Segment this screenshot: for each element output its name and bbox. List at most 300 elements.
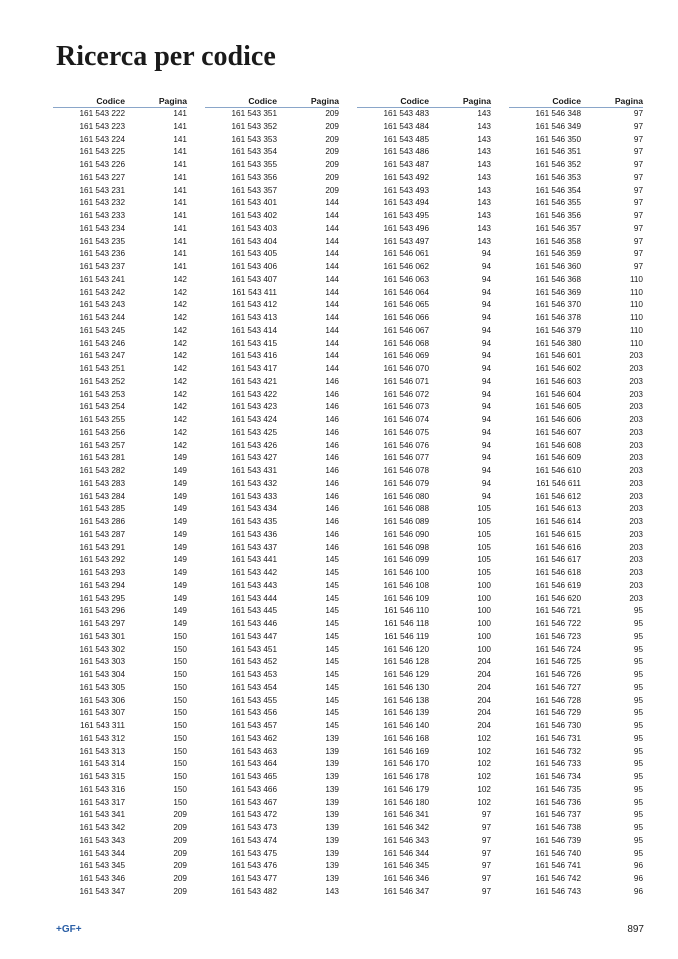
page-reference: 146	[325, 440, 339, 450]
product-code: 161 543 463	[231, 746, 277, 756]
table-row	[509, 618, 643, 631]
page-reference: 209	[173, 835, 187, 845]
page-reference: 97	[633, 147, 643, 157]
table-row	[53, 529, 187, 542]
product-code: 161 543 357	[231, 185, 277, 195]
product-code: 161 543 443	[231, 580, 277, 590]
product-code: 161 543 473	[231, 823, 277, 832]
table-row	[53, 580, 187, 593]
page-reference: 144	[325, 364, 339, 373]
product-code: 161 543 445	[231, 606, 277, 616]
table-row	[205, 401, 339, 414]
page-reference: 143	[477, 236, 491, 246]
table-row	[53, 784, 187, 797]
page-reference: 203	[629, 415, 643, 424]
table-row	[205, 287, 339, 300]
product-code: 161 543 413	[231, 313, 277, 322]
table-row	[509, 134, 643, 147]
table-row	[357, 414, 491, 427]
table-row	[357, 248, 491, 261]
product-code: 161 543 301	[79, 631, 125, 641]
product-code: 161 546 369	[535, 287, 581, 297]
product-code: 161 543 435	[231, 517, 277, 526]
product-code: 161 546 130	[383, 682, 429, 692]
table-row	[509, 848, 643, 861]
product-code: 161 546 609	[535, 453, 581, 463]
page-reference: 100	[477, 593, 491, 603]
table-row	[53, 414, 187, 427]
page-reference: 95	[633, 682, 643, 692]
product-code: 161 546 341	[383, 810, 429, 820]
product-code: 161 543 231	[79, 185, 125, 195]
product-code: 161 546 108	[383, 580, 429, 590]
page-reference: 209	[325, 185, 339, 195]
table-row	[205, 835, 339, 848]
table-row	[509, 440, 643, 453]
table-row	[205, 146, 339, 159]
page-reference: 105	[477, 555, 491, 565]
table-row	[205, 529, 339, 542]
product-code: 161 543 306	[79, 695, 125, 705]
product-code: 161 543 477	[231, 874, 277, 883]
table-row	[53, 542, 187, 555]
table-row	[205, 325, 339, 338]
product-code: 161 543 344	[79, 848, 125, 858]
page-reference: 144	[325, 262, 339, 271]
product-code: 161 543 257	[79, 440, 125, 450]
product-code: 161 546 731	[535, 733, 581, 743]
table-row	[205, 707, 339, 720]
page-reference: 95	[633, 797, 643, 807]
table-row	[205, 809, 339, 822]
product-code: 161 546 140	[383, 721, 429, 730]
product-code: 161 543 252	[79, 376, 125, 386]
product-code: 161 546 610	[535, 466, 581, 475]
product-code: 161 543 467	[231, 797, 277, 807]
product-code: 161 546 349	[535, 121, 581, 131]
product-code: 161 546 742	[535, 874, 581, 883]
product-code: 161 543 414	[231, 325, 277, 335]
product-code: 161 543 223	[79, 121, 125, 131]
page-reference: 94	[481, 262, 491, 271]
table-row	[205, 822, 339, 835]
table-row	[205, 261, 339, 274]
page-reference: 145	[325, 555, 339, 565]
product-code: 161 543 405	[231, 249, 277, 259]
product-code: 161 546 721	[535, 606, 581, 616]
table-row	[53, 478, 187, 491]
table-row	[205, 720, 339, 733]
product-code: 161 543 222	[79, 109, 125, 118]
product-code: 161 543 311	[80, 721, 125, 730]
table-row	[509, 312, 643, 325]
page-reference: 94	[481, 351, 491, 361]
page-reference: 203	[629, 517, 643, 526]
page-reference: 142	[173, 364, 187, 373]
page-reference: 145	[325, 606, 339, 616]
table-row	[509, 542, 643, 555]
product-code: 161 543 425	[231, 427, 277, 437]
page-reference: 143	[477, 147, 491, 157]
page-reference: 203	[629, 491, 643, 501]
table-row	[205, 121, 339, 134]
table-row	[205, 682, 339, 695]
table-row	[357, 554, 491, 567]
product-code: 161 546 368	[535, 274, 581, 284]
page-reference: 203	[629, 364, 643, 373]
product-code: 161 543 464	[231, 759, 277, 769]
table-row	[509, 784, 643, 797]
product-code: 161 543 404	[231, 236, 277, 246]
page-reference: 97	[633, 185, 643, 195]
product-code: 161 546 074	[383, 415, 429, 424]
page-reference: 97	[633, 223, 643, 233]
product-code: 161 546 343	[383, 835, 429, 845]
page-reference: 143	[477, 160, 491, 169]
page-reference: 145	[325, 670, 339, 679]
page-reference: 96	[633, 861, 643, 871]
table-row	[509, 236, 643, 249]
product-code: 161 543 415	[231, 338, 277, 348]
page-reference: 139	[325, 823, 339, 832]
table-row	[357, 223, 491, 236]
product-code: 161 546 068	[383, 338, 429, 348]
table-row	[205, 299, 339, 312]
table-row	[205, 860, 339, 873]
page-reference: 95	[633, 823, 643, 832]
table-row	[357, 108, 491, 121]
product-code: 161 543 286	[79, 517, 125, 526]
product-code: 161 546 355	[535, 198, 581, 208]
page-reference: 149	[173, 466, 187, 475]
table-row	[53, 886, 187, 899]
product-code: 161 543 416	[231, 351, 277, 361]
table-row	[205, 886, 339, 899]
page-reference: 146	[325, 542, 339, 552]
page-reference: 149	[173, 606, 187, 616]
page-reference: 149	[173, 504, 187, 514]
table-row	[509, 886, 643, 899]
product-code: 161 543 353	[231, 134, 277, 144]
product-code: 161 546 615	[535, 529, 581, 539]
table-row	[53, 172, 187, 185]
table-row	[205, 567, 339, 580]
table-row	[509, 605, 643, 618]
page-reference: 97	[633, 134, 643, 144]
table-row	[357, 835, 491, 848]
product-code: 161 543 431	[231, 466, 277, 475]
product-code: 161 546 347	[383, 886, 429, 896]
table-row	[357, 695, 491, 708]
product-code: 161 543 432	[231, 478, 277, 488]
page-reference: 203	[629, 478, 643, 488]
product-code: 161 546 351	[535, 147, 581, 157]
table-row	[53, 860, 187, 873]
page-reference: 100	[477, 619, 491, 628]
page-reference: 100	[477, 606, 491, 616]
table-row	[509, 809, 643, 822]
product-code: 161 546 618	[535, 568, 581, 577]
table-row	[205, 516, 339, 529]
product-code: 161 546 737	[535, 810, 581, 820]
page-reference: 94	[481, 389, 491, 399]
page-reference: 144	[325, 198, 339, 208]
table-row	[205, 503, 339, 516]
product-code: 161 543 496	[383, 223, 429, 233]
product-code: 161 546 079	[383, 478, 429, 488]
product-code: 161 546 352	[535, 160, 581, 169]
page-reference: 95	[633, 619, 643, 628]
product-code: 161 543 305	[79, 682, 125, 692]
product-code: 161 543 294	[79, 580, 125, 590]
page-reference: 97	[481, 886, 491, 896]
page-reference: 95	[633, 631, 643, 641]
product-code: 161 543 317	[79, 797, 125, 807]
table-row	[509, 758, 643, 771]
page-reference: 142	[173, 389, 187, 399]
table-row	[53, 261, 187, 274]
page-reference: 144	[325, 249, 339, 259]
page-reference: 94	[481, 287, 491, 297]
page-reference: 145	[325, 708, 339, 718]
page-reference: 139	[325, 874, 339, 883]
page-reference: 209	[325, 160, 339, 169]
page-reference: 149	[173, 619, 187, 628]
page-reference: 97	[633, 249, 643, 259]
page-reference: 141	[173, 236, 187, 246]
page-reference: 144	[325, 313, 339, 322]
product-code: 161 543 242	[79, 287, 125, 297]
table-row	[509, 376, 643, 389]
table-row	[509, 746, 643, 759]
table-row	[53, 248, 187, 261]
code-index-table-3	[357, 95, 491, 899]
product-code: 161 546 734	[535, 772, 581, 781]
table-row	[357, 159, 491, 172]
page-reference: 94	[481, 427, 491, 437]
table-row	[205, 758, 339, 771]
page-reference: 95	[633, 784, 643, 794]
page-reference: 94	[481, 364, 491, 373]
page-reference: 142	[173, 300, 187, 310]
table-row	[509, 197, 643, 210]
product-code: 161 543 493	[383, 185, 429, 195]
product-code: 161 543 253	[79, 389, 125, 399]
product-code: 161 546 356	[535, 211, 581, 220]
table-row	[205, 338, 339, 351]
product-code: 161 546 613	[535, 504, 581, 514]
product-code: 161 546 061	[383, 249, 429, 259]
page-reference: 145	[325, 644, 339, 654]
table-row	[205, 656, 339, 669]
table-row	[205, 605, 339, 618]
product-code: 161 546 601	[535, 351, 581, 361]
product-code: 161 546 073	[383, 402, 429, 412]
page-reference: 105	[477, 542, 491, 552]
product-code: 161 543 446	[231, 619, 277, 628]
table-row	[53, 669, 187, 682]
product-code: 161 543 292	[79, 555, 125, 565]
page-reference: 146	[325, 389, 339, 399]
product-code: 161 546 099	[383, 555, 429, 565]
product-code: 161 546 067	[383, 325, 429, 335]
product-code: 161 546 353	[535, 172, 581, 182]
table-row	[205, 593, 339, 606]
table-row	[357, 797, 491, 810]
table-row	[53, 516, 187, 529]
page-reference: 95	[633, 848, 643, 858]
page-reference: 146	[325, 504, 339, 514]
table-row	[357, 771, 491, 784]
product-code: 161 543 287	[79, 529, 125, 539]
page-reference: 143	[477, 134, 491, 144]
page-reference: 146	[325, 517, 339, 526]
product-code: 161 546 614	[535, 517, 581, 526]
table-row	[509, 656, 643, 669]
page-reference: 144	[325, 236, 339, 246]
table-row	[53, 707, 187, 720]
table-row	[357, 197, 491, 210]
table-row	[509, 631, 643, 644]
column-header-page: Pagina	[125, 95, 187, 108]
page-reference: 139	[325, 746, 339, 756]
product-code: 161 546 118	[384, 619, 429, 628]
table-row	[509, 363, 643, 376]
product-code: 161 543 232	[79, 198, 125, 208]
page-reference: 97	[481, 874, 491, 883]
page-reference: 95	[633, 644, 643, 654]
product-code: 161 543 282	[79, 466, 125, 475]
product-code: 161 546 738	[535, 823, 581, 832]
page-reference: 95	[633, 606, 643, 616]
table-row	[357, 185, 491, 198]
product-code: 161 546 611	[536, 478, 581, 488]
product-code: 161 546 080	[383, 491, 429, 501]
table-row	[53, 618, 187, 631]
table-row	[53, 236, 187, 249]
product-code: 161 546 178	[383, 772, 429, 781]
page-reference: 97	[633, 262, 643, 271]
table-row	[357, 121, 491, 134]
product-code: 161 543 454	[231, 682, 277, 692]
product-code: 161 546 357	[535, 223, 581, 233]
table-row	[205, 274, 339, 287]
product-code: 161 543 355	[231, 160, 277, 169]
page-reference: 94	[481, 478, 491, 488]
table-row	[53, 822, 187, 835]
table-row	[509, 567, 643, 580]
page-reference: 144	[325, 338, 339, 348]
page-reference: 144	[325, 211, 339, 220]
column-header-code: Codice	[53, 95, 125, 108]
page-reference: 203	[629, 427, 643, 437]
page-reference: 203	[629, 593, 643, 603]
product-code: 161 543 453	[231, 670, 277, 679]
table-row	[53, 401, 187, 414]
table-row	[53, 197, 187, 210]
product-code: 161 543 245	[79, 325, 125, 335]
product-code: 161 546 100	[383, 568, 429, 577]
product-code: 161 546 727	[535, 682, 581, 692]
table-row	[357, 618, 491, 631]
product-code: 161 546 616	[535, 542, 581, 552]
table-row	[509, 478, 643, 491]
product-code: 161 543 417	[231, 364, 277, 373]
page-reference: 146	[325, 491, 339, 501]
page-reference: 145	[325, 619, 339, 628]
product-code: 161 543 485	[383, 134, 429, 144]
page-reference: 100	[477, 644, 491, 654]
table-row	[509, 465, 643, 478]
product-code: 161 543 247	[79, 351, 125, 361]
table-row	[509, 797, 643, 810]
product-code: 161 546 619	[535, 580, 581, 590]
product-code: 161 546 075	[383, 427, 429, 437]
page-reference: 204	[477, 682, 491, 692]
page-reference: 150	[173, 670, 187, 679]
table-row	[205, 389, 339, 402]
page-reference: 149	[173, 478, 187, 488]
table-row	[205, 363, 339, 376]
table-row	[357, 427, 491, 440]
page-reference: 142	[173, 274, 187, 284]
table-row	[205, 134, 339, 147]
table-row	[205, 669, 339, 682]
table-row	[357, 134, 491, 147]
product-code: 161 546 602	[535, 364, 581, 373]
table-row	[205, 631, 339, 644]
product-code: 161 546 603	[535, 376, 581, 386]
product-code: 161 543 495	[383, 211, 429, 220]
page-reference: 141	[173, 147, 187, 157]
product-code: 161 543 307	[79, 708, 125, 718]
product-code: 161 546 119	[384, 631, 429, 641]
page-reference: 97	[481, 835, 491, 845]
product-code: 161 546 617	[535, 555, 581, 565]
page-reference: 139	[325, 797, 339, 807]
product-code: 161 546 128	[383, 657, 429, 667]
table-row	[357, 644, 491, 657]
table-row	[53, 159, 187, 172]
table-row	[357, 707, 491, 720]
product-code: 161 543 412	[231, 300, 277, 310]
table-row	[357, 605, 491, 618]
table-row	[357, 631, 491, 644]
page-reference: 97	[481, 848, 491, 858]
page-reference: 204	[477, 708, 491, 718]
product-code: 161 546 350	[535, 134, 581, 144]
product-code: 161 546 740	[535, 848, 581, 858]
gf-logo: +GF+	[56, 924, 82, 935]
product-code: 161 543 241	[79, 274, 125, 284]
product-code: 161 546 612	[535, 491, 581, 501]
table-row	[509, 695, 643, 708]
page-reference: 96	[633, 886, 643, 896]
product-code: 161 543 441	[231, 555, 277, 565]
code-index-table-4	[509, 95, 643, 899]
product-code: 161 543 235	[79, 236, 125, 246]
table-row	[205, 797, 339, 810]
table-row	[357, 656, 491, 669]
product-code: 161 543 421	[231, 376, 277, 386]
table-row	[357, 440, 491, 453]
product-code: 161 546 379	[535, 325, 581, 335]
table-row	[205, 172, 339, 185]
table-row	[357, 580, 491, 593]
table-row	[53, 848, 187, 861]
page-reference: 94	[481, 274, 491, 284]
page-reference: 145	[325, 682, 339, 692]
